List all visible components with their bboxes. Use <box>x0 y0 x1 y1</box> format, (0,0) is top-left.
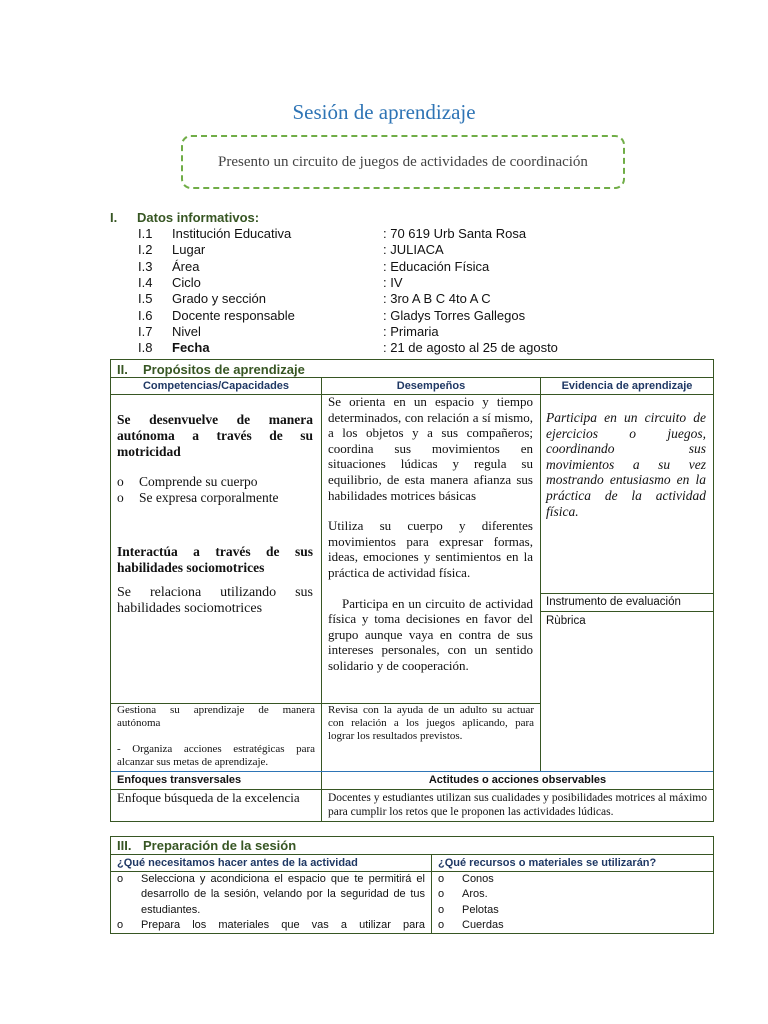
competencia-3-title: Gestiona su aprendizaje de manera autónoma <box>117 704 315 729</box>
desempeno-4-cell: Revisa con la ayuda de un adulto su actuar con relación a los juegos aplicando, para lograr los resultados previstos. <box>321 703 540 771</box>
materials-cell <box>431 871 713 933</box>
instrumento-value: Rùbrica <box>540 611 713 771</box>
list-item: o Selecciona y acondiciona el espacio que te permitirá el desarrollo de la sesión, velando por la seguridad de tus estudiantes. <box>117 872 425 918</box>
info-row: I.2 Lugar : JULIACA <box>138 242 444 257</box>
page-title: Sesión de aprendizaje <box>292 100 476 124</box>
competencia-3-cell <box>111 703 321 771</box>
col-header-desempenos: Desempeños <box>321 377 540 394</box>
list-item: o Aros. <box>438 887 707 902</box>
competencias-cell <box>117 412 313 617</box>
instrumento-label: Instrumento de evaluación <box>540 593 713 611</box>
list-item: o Pelotas <box>438 903 707 918</box>
desempenos-cell <box>321 394 540 703</box>
actitud-cell: Docentes y estudiantes utilizan sus cualidades y posibilidades motrices al máximo para cumplir los retos que le proponen las actividades lúdicas. <box>321 789 713 821</box>
info-row: I.1 Institución Educativa : 70 619 Urb Santa Rosa <box>138 226 527 241</box>
col-header-materials: ¿Qué recursos o materiales se utilizarán? <box>431 854 713 871</box>
list-item: o Comprende su cuerpo <box>117 474 313 490</box>
session-subtitle-box <box>181 135 625 189</box>
info-row: I.4 Ciclo : IV <box>138 275 403 290</box>
info-row: I.6 Docente responsable : Gladys Torres Gallegos <box>138 308 526 323</box>
competencia-2-title: Interactúa a través de sus habilidades sociomotrices <box>117 544 313 575</box>
section-3-heading: III. Preparación de la sesión <box>117 838 297 853</box>
section-1-number: I. <box>110 210 118 225</box>
info-row: I.3 Área : Educación Física <box>138 259 490 274</box>
section-1-title: Datos informativos: <box>137 210 260 225</box>
col-header-evidencia: Evidencia de aprendizaje <box>540 377 713 394</box>
competencia-2-capacidad: Se relaciona utilizando sus habilidades sociomotrices <box>117 585 313 616</box>
enfoque-cell: Enfoque búsqueda de la excelencia <box>111 789 321 821</box>
preparation-table <box>110 836 714 934</box>
info-row: I.5 Grado y sección : 3ro A B C 4to A C <box>138 291 491 306</box>
competencia-1-title: Se desenvuelve de manera autónoma a través de su motricidad <box>117 412 313 459</box>
evidencia-text: Participa en un circuito de ejercicios o juegos, coordinando sus movimientos a su vez mostrando entusiasmo en la práctica de la actividad física. <box>546 410 706 519</box>
col-header-tasks: ¿Qué necesitamos hacer antes de la actividad <box>111 854 431 871</box>
desempeno-2: Utiliza su cuerpo y diferentes movimientos para expresar formas, ideas, emociones y sentimientos en la práctica de actividad física. <box>328 518 533 580</box>
session-subtitle: Presento un circuito de juegos de actividades de coordinación <box>218 153 588 170</box>
competencia-3-capacidad: - Organiza acciones estratégicas para alcanzar sus metas de aprendizaje. <box>117 743 315 768</box>
purposes-table <box>110 359 714 822</box>
tasks-list <box>117 872 425 933</box>
desempenos-text <box>328 394 533 674</box>
enfoques-header: Enfoques transversales <box>117 774 242 786</box>
section-2-heading: II. Propósitos de aprendizaje <box>117 362 305 377</box>
section-1-heading <box>110 210 259 225</box>
evidencia-cell <box>540 394 713 593</box>
col-header-competencias: Competencias/Capacidades <box>111 377 321 394</box>
capacidades-list <box>117 474 313 506</box>
desempeno-3: Participa en un circuito de actividad física y toma decisiones en favor del grupo aunque vaya en contra de sus intereses personales, con un sentido solidario y de cooperación. <box>328 595 533 673</box>
materials-list <box>438 872 707 933</box>
actitudes-header: Actitudes o acciones observables <box>321 772 713 789</box>
desempeno-1: Se orienta en un espacio y tiempo determinados, con relación a sí mismo, a los objetos y a sus compañeros; coordina sus movimientos en situaciones lúdicas y regula su equilibrio, de esta manera afianza sus habilidades motrices básicas <box>328 394 533 503</box>
tasks-cell <box>111 871 431 933</box>
list-item: o Cuerdas <box>438 918 707 933</box>
info-row: I.7 Nivel : Primaria <box>138 324 439 339</box>
info-row: I.8 Fecha : 21 de agosto al 25 de agosto <box>138 340 558 355</box>
list-item: o Se expresa corporalmente <box>117 490 313 506</box>
list-item: o Conos <box>438 872 707 887</box>
list-item: o Prepara los materiales que vas a utilizar para <box>117 918 425 933</box>
